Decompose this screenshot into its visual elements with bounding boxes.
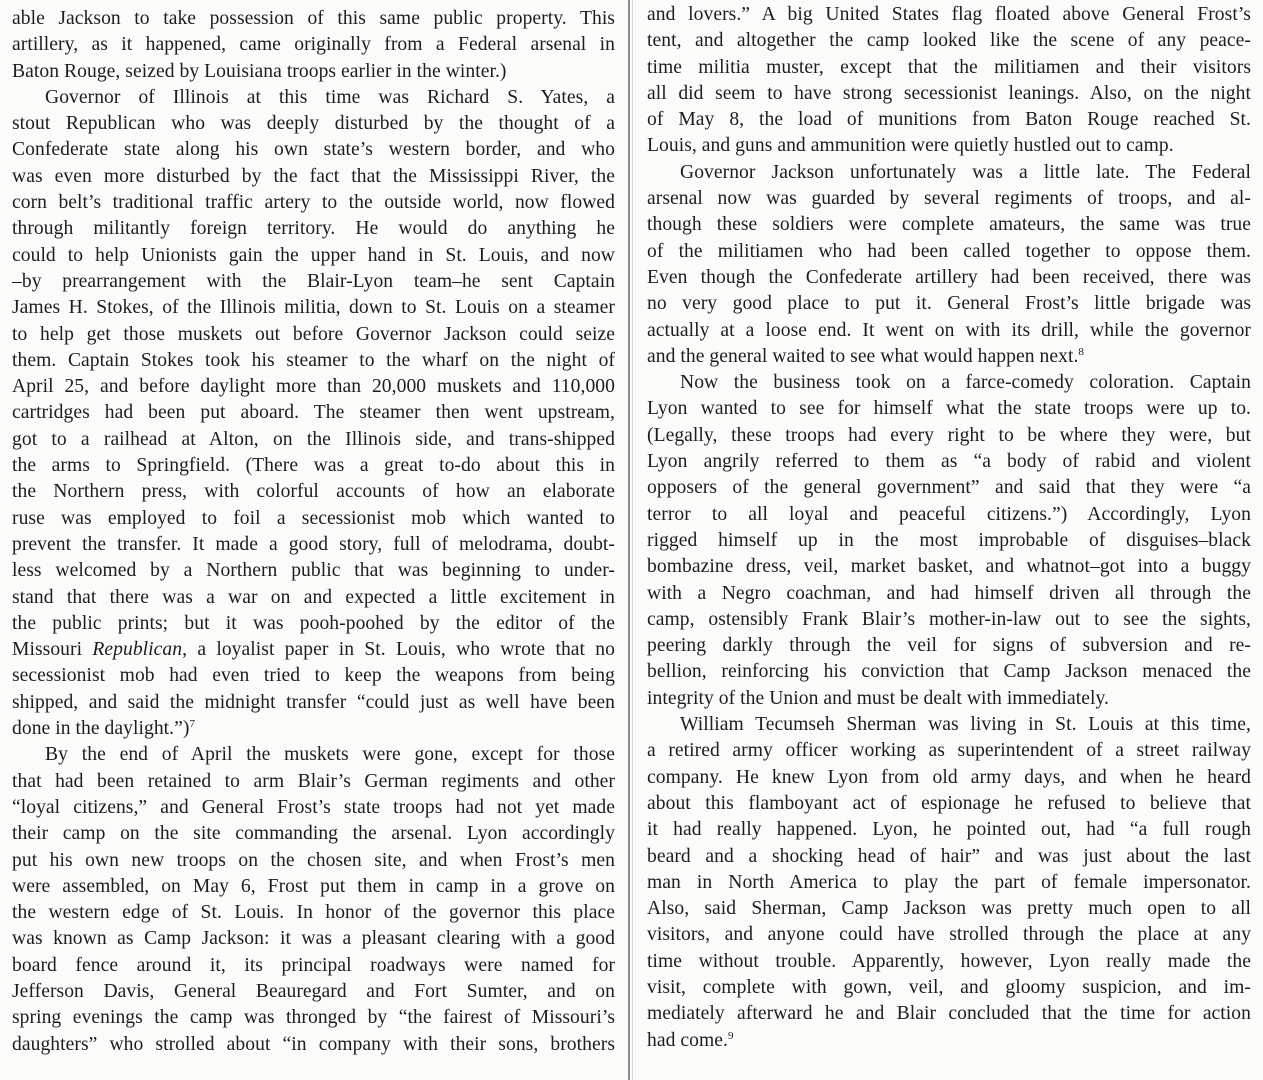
text-segment: Louis, and guns and ammunition were quietly hustled out to camp. [647, 135, 1174, 157]
text-line [647, 28, 1251, 54]
text-line [12, 821, 615, 847]
text-segment: Jefferson Davis, General Beauregard and Fort Sumter, and on [12, 980, 615, 1002]
text-segment: done in the daylight.”) [12, 718, 190, 740]
text-segment: opposers of the general government” and said that they were “a [647, 477, 1251, 499]
text-line [647, 370, 1251, 396]
text-line [12, 585, 615, 611]
text-segment: (Legally, these troops had every right to be where they were, but [647, 424, 1251, 446]
text-line [12, 479, 615, 505]
text-segment: William Tecumseh Sherman was living in St. Louis at this time, [680, 714, 1251, 736]
text-segment: mediately afterward he and Blair concluded that the time for action [647, 1003, 1251, 1025]
text-segment: stout Republican who was deeply disturbed by the thought of a [12, 113, 615, 135]
text-segment: and lovers.” A big United States flag floated above General Frost’s [647, 4, 1251, 25]
text-line [647, 1028, 1251, 1054]
text-segment: man in North America to play the part of female impersonator. [647, 871, 1251, 893]
text-line [12, 611, 615, 637]
text-line [647, 55, 1251, 81]
text-segment: that had been retained to arm Blair’s German regiments and other [12, 770, 615, 792]
left-page [0, 0, 628, 1080]
text-line [647, 581, 1251, 607]
text-line [12, 32, 615, 58]
text-segment: the western edge of St. Louis. In honor of the governor this place [12, 902, 615, 924]
text-segment: was known as Camp Jackson: it was a pleasant clearing with a good [12, 928, 615, 950]
text-line [647, 607, 1251, 633]
text-line [12, 1005, 615, 1031]
text-segment: Baton Rouge, seized by Louisiana troops earlier in the winter.) [12, 60, 507, 82]
text-segment: Governor of Illinois at this time was Richard S. Yates, a [45, 86, 615, 108]
text-line [12, 690, 615, 716]
text-segment: beard and a shocking head of hair” and was just about the last [647, 845, 1251, 867]
text-line [12, 663, 615, 689]
text-line [12, 848, 615, 874]
text-segment: no very good place to put it. General Frost’s little brigade was [647, 293, 1251, 315]
text-line [647, 659, 1251, 685]
text-line [647, 396, 1251, 422]
text-segment: rigged himself up in the most improbable of disguises–black [647, 529, 1251, 551]
text-line [12, 742, 615, 768]
text-line [12, 558, 615, 584]
text-line [12, 216, 615, 242]
text-segment: time without trouble. Apparently, however, Lyon really made the [647, 950, 1251, 972]
text-segment: “loyal citizens,” and General Frost’s state troops had not yet made [12, 796, 615, 818]
text-line [647, 817, 1251, 843]
text-segment: Governor Jackson unfortunately was a little late. The Federal [680, 161, 1251, 183]
text-segment: peering darkly through the veil for signs of subversion and re- [647, 635, 1251, 657]
text-segment: had come. [647, 1029, 728, 1051]
text-line [647, 975, 1251, 1001]
text-segment: Now the business took on a farce-comedy coloration. Captain [680, 372, 1251, 394]
text-segment: about this flamboyant act of espionage he refused to believe that [647, 792, 1251, 814]
right-page [633, 0, 1263, 1080]
text-line [12, 243, 615, 269]
text-line [12, 190, 615, 216]
text-segment: Also, said Sherman, Camp Jackson was pretty much open to all [647, 898, 1251, 920]
text-line [12, 1032, 615, 1058]
text-segment: of May 8, the load of munitions from Baton Rouge reached St. [647, 109, 1251, 131]
text-line [12, 137, 615, 163]
text-line [647, 133, 1251, 159]
text-segment: arsenal now was guarded by several regiments of troops, and al- [647, 188, 1251, 210]
text-segment: artillery, as it happened, came originally from a Federal arsenal in [12, 34, 615, 56]
text-segment: Confederate state along his own state’s western border, and who [12, 139, 615, 161]
text-segment: Lyon wanted to see for himself what the state troops were up to. [647, 398, 1251, 420]
text-line [12, 926, 615, 952]
text-line [12, 453, 615, 479]
text-segment: put his own new troops on the chosen site, and when Frost’s men [12, 849, 615, 871]
text-segment: integrity of the Union and must be dealt with immediately. [647, 687, 1109, 709]
footnote-marker: 7 [189, 718, 196, 731]
text-segment: through militantly foreign territory. He would do anything he [12, 218, 615, 240]
text-line [647, 291, 1251, 317]
text-line [647, 528, 1251, 554]
text-segment: could to help Unionists gain the upper hand in St. Louis, and now [12, 244, 615, 266]
text-segment: ruse was employed to foil a secessionist mob which wanted to [12, 507, 615, 529]
text-line [647, 870, 1251, 896]
text-line [647, 791, 1251, 817]
text-line [12, 6, 615, 32]
text-line [12, 953, 615, 979]
text-line [647, 344, 1251, 370]
text-segment: the arms to Springfield. (There was a great to-do about this in [12, 455, 615, 477]
text-segment: a retired army officer working as superintendent of a street railway [647, 740, 1251, 762]
text-segment: though these soldiers were complete amateurs, the same was true [647, 214, 1251, 236]
text-line [12, 59, 615, 85]
text-line [12, 900, 615, 926]
text-segment: stand that there was a war on and expected a little excitement in [12, 586, 615, 608]
text-line [12, 295, 615, 321]
footnote-marker: 8 [1078, 345, 1084, 358]
text-line [647, 922, 1251, 948]
text-segment: the public prints; but it was pooh-poohed by the editor of the [12, 612, 615, 634]
text-line [12, 85, 615, 111]
text-segment: April 25, and before daylight more than 20,000 muskets and 110,000 [12, 376, 615, 398]
text-line [647, 265, 1251, 291]
text-line [12, 979, 615, 1005]
text-line [647, 186, 1251, 212]
text-segment: , a loyalist paper in St. Louis, who wrote that no [182, 639, 615, 661]
text-segment: it had really happened. Lyon, he pointed out, had “a full rough [647, 819, 1251, 841]
text-segment: bellion, reinforcing his conviction that Camp Jackson menaced the [647, 661, 1251, 683]
text-line [12, 269, 615, 295]
text-line [647, 212, 1251, 238]
text-segment: with a Negro coachman, and had himself driven all through the [647, 582, 1251, 604]
text-line [647, 949, 1251, 975]
text-line [12, 637, 615, 663]
text-segment: all did seem to have strong secessionist leanings. Also, on the night [647, 82, 1251, 104]
text-segment: board fence around it, its principal roadways were named for [12, 954, 615, 976]
text-segment: secessionist mob had even tried to keep the weapons from being [12, 665, 615, 687]
text-line [12, 374, 615, 400]
text-segment: Lyon angrily referred to them as “a body of rabid and violent [647, 451, 1251, 473]
text-line [12, 400, 615, 426]
text-line [647, 712, 1251, 738]
text-segment: was even more disturbed by the fact that the Mississippi River, the [12, 165, 615, 187]
text-segment: By the end of April the muskets were gone, except for those [45, 744, 615, 766]
text-segment: corn belt’s traditional traffic artery to the outside world, now flowed [12, 192, 615, 214]
text-line [12, 164, 615, 190]
text-line [647, 160, 1251, 186]
text-line [647, 554, 1251, 580]
text-segment: got to a railhead at Alton, on the Illinois side, and trans-shipped [12, 428, 615, 450]
text-line [12, 506, 615, 532]
text-segment: to help get those muskets out before Governor Jackson could seize [12, 323, 615, 345]
text-segment: time militia muster, except that the militiamen and their visitors [647, 56, 1251, 78]
text-line [647, 896, 1251, 922]
text-segment: and the general waited to see what would happen next. [647, 345, 1079, 367]
text-line [647, 2, 1251, 28]
text-line [12, 111, 615, 137]
text-line [647, 423, 1251, 449]
text-segment: James H. Stokes, of the Illinois militia, down to St. Louis on a steamer [12, 297, 615, 319]
text-line [647, 239, 1251, 265]
text-segment: able Jackson to take possession of this same public property. This [12, 8, 615, 29]
italic-title: Republican [92, 639, 183, 661]
text-line [12, 769, 615, 795]
text-line [647, 844, 1251, 870]
text-line [647, 502, 1251, 528]
text-line [12, 795, 615, 821]
text-line [12, 322, 615, 348]
text-line [647, 633, 1251, 659]
text-line [12, 427, 615, 453]
text-segment: bombazine dress, veil, market basket, and whatnot–got into a buggy [647, 556, 1251, 578]
text-segment: visitors, and anyone could have strolled through the place at any [647, 924, 1251, 946]
text-line [647, 738, 1251, 764]
text-line [12, 348, 615, 374]
footnote-marker: 9 [727, 1029, 734, 1042]
text-line [12, 716, 615, 742]
text-segment: cartridges had been put aboard. The steamer then went upstream, [12, 402, 615, 424]
text-line [647, 475, 1251, 501]
text-segment: of the militiamen who had been called together to oppose them. [647, 240, 1251, 262]
text-segment: less welcomed by a Northern public that was beginning to under- [12, 560, 615, 582]
text-segment: the Northern press, with colorful accounts of how an elaborate [12, 481, 615, 503]
text-segment: were assembled, on May 6, Frost put them in camp in a grove on [12, 875, 615, 897]
text-segment: their camp on the site commanding the arsenal. Lyon accordingly [12, 823, 615, 845]
text-segment: Missouri [12, 639, 93, 661]
text-segment: spring evenings the camp was thronged by “the fairest of Missouri’s [12, 1007, 615, 1029]
gutter-divider [628, 0, 630, 1080]
text-segment: terror to all loyal and peaceful citizens.”) Accordingly, Lyon [647, 503, 1251, 525]
text-segment: tent, and altogether the camp looked like the scene of any peace- [647, 30, 1251, 52]
text-segment: shipped, and said the midnight transfer “could just as well have been [12, 691, 615, 713]
text-segment: camp, ostensibly Frank Blair’s mother-in-law out to see the sights, [647, 608, 1251, 630]
text-line [647, 107, 1251, 133]
text-line [647, 765, 1251, 791]
text-line [12, 532, 615, 558]
text-segment: actually at a loose end. It went on with its drill, while the governor [647, 319, 1251, 341]
text-line [647, 686, 1251, 712]
text-segment: Even though the Confederate artillery had been received, there was [647, 266, 1251, 288]
text-segment: prevent the transfer. It made a good story, full of melodrama, doubt- [12, 533, 615, 555]
text-line [647, 449, 1251, 475]
text-segment: –by prearrangement with the Blair-Lyon team–he sent Captain [12, 270, 615, 292]
text-line [12, 874, 615, 900]
text-line [647, 318, 1251, 344]
text-line [647, 1001, 1251, 1027]
text-segment: daughters” who strolled about “in company with their sons, brothers [12, 1033, 615, 1055]
text-segment: them. Captain Stokes took his steamer to the wharf on the night of [12, 349, 615, 371]
text-segment: company. He knew Lyon from old army days, and when he heard [647, 766, 1251, 788]
text-segment: visit, complete with gown, veil, and gloomy suspicion, and im- [647, 976, 1251, 998]
text-line [647, 81, 1251, 107]
